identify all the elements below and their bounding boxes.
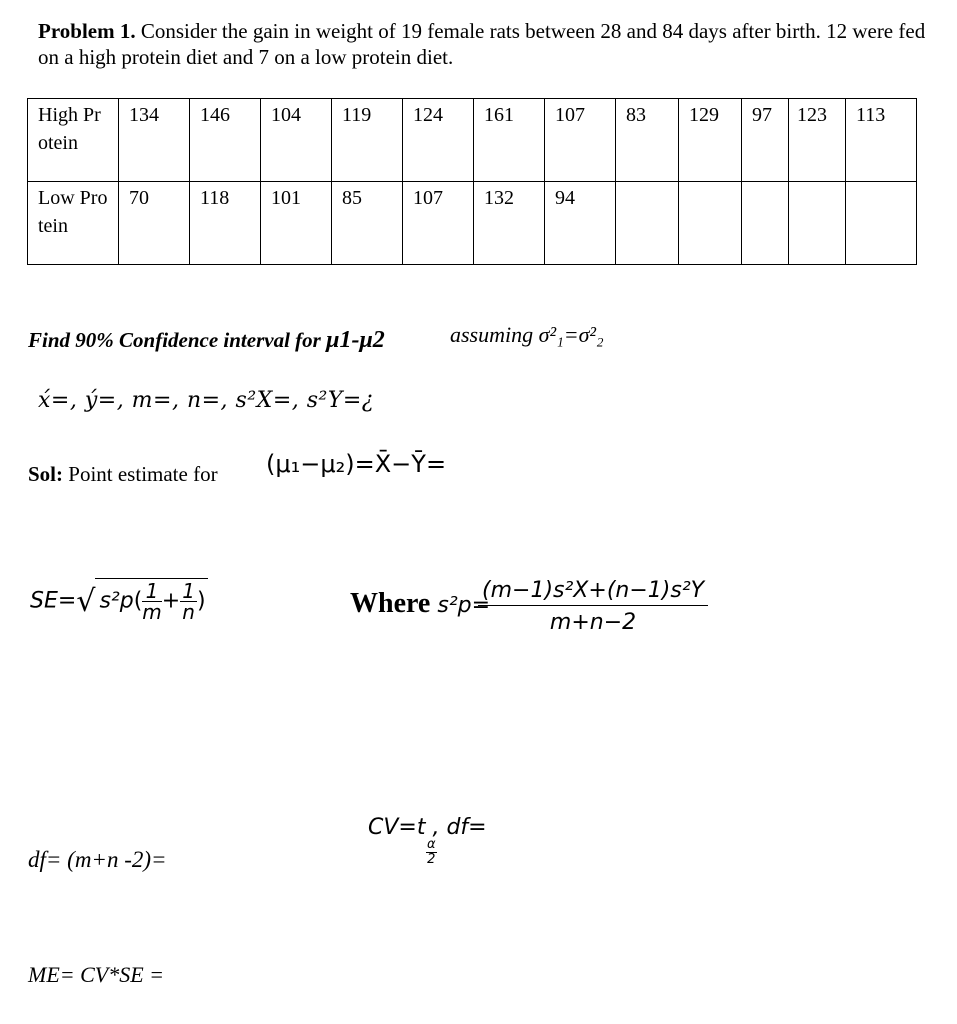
- pooled-variance-denominator: m+n−2: [549, 610, 637, 635]
- variables-line: x́=, ý=, m=, n=, s²X=, s²Y=¿: [38, 388, 375, 413]
- table-cell: 107: [403, 182, 474, 265]
- table-cell: 85: [332, 182, 403, 265]
- close-paren: ): [196, 588, 206, 614]
- table-cell: [616, 182, 679, 265]
- table-cell: 119: [332, 99, 403, 182]
- table-cell: 97: [742, 99, 789, 182]
- solution-point-estimate: [28, 462, 218, 487]
- plus-sign: +: [161, 588, 181, 614]
- sqrt-content: [95, 578, 207, 622]
- table-cell: [742, 182, 789, 265]
- table-cell: 161: [474, 99, 545, 182]
- table-cell: 83: [616, 99, 679, 182]
- table-cell: 124: [403, 99, 474, 182]
- minus-symbol: -: [351, 327, 360, 353]
- table-cell: [789, 182, 846, 265]
- frac-den: n: [182, 600, 195, 624]
- degrees-of-freedom: df= (m+n -2)=: [28, 847, 167, 872]
- standard-error-formula: [30, 578, 208, 622]
- critical-value-formula: CV=t , df=: [368, 815, 487, 840]
- fraction-1-over-n: [180, 581, 197, 622]
- mu1-symbol: μ1: [326, 327, 352, 353]
- frac-num: 1: [182, 579, 195, 603]
- table-cell: 132: [474, 182, 545, 265]
- point-estimate-formula: (μ₁−μ₂)=X̄−Ȳ=: [266, 450, 447, 478]
- where-text: Where: [350, 588, 431, 619]
- table-cell: 123: [789, 99, 846, 182]
- table-cell: 70: [119, 182, 190, 265]
- frac-num: 1: [142, 581, 161, 602]
- table-cell: [846, 182, 917, 265]
- table-cell: 94: [545, 182, 616, 265]
- where-label: [350, 588, 490, 620]
- table-cell: [679, 182, 742, 265]
- equal-variance-assumption: assuming σ²₁=σ²₂: [450, 322, 604, 347]
- problem-statement: [38, 18, 943, 70]
- table-row-high-protein: [28, 99, 917, 182]
- se-lhs: SE=: [30, 588, 77, 614]
- pooled-variance-lhs: s²p=: [437, 593, 491, 618]
- margin-of-error: ME= CV*SE =: [28, 962, 165, 987]
- rat-weight-table: [27, 98, 917, 265]
- pooled-variance-fraction: [478, 578, 708, 635]
- table-cell: 129: [679, 99, 742, 182]
- pooled-variance-numerator: (m−1)s²X+(n−1)s²Y: [478, 578, 708, 606]
- table-cell: 113: [846, 99, 917, 182]
- sp-squared: s²p: [99, 588, 134, 614]
- two-denominator: 2: [427, 852, 436, 867]
- alpha-symbol: α: [427, 837, 436, 852]
- fraction-1-over-m: [142, 581, 161, 622]
- find-text: Find 90% Confidence interval for: [28, 328, 327, 352]
- open-paren: (: [133, 588, 143, 614]
- table-cell: 118: [190, 182, 261, 265]
- table-cell: 107: [545, 99, 616, 182]
- problem-label: Problem 1.: [38, 19, 136, 43]
- table-cell: 134: [119, 99, 190, 182]
- sol-text: Point estimate for: [63, 462, 218, 486]
- problem-text: Consider the gain in weight of 19 female rats between 28 and 84 days after birth. 12 were fed on a high protein diet and 7 on a low protein diet.: [38, 19, 926, 69]
- table-cell: 101: [261, 182, 332, 265]
- alpha-over-two: [426, 838, 437, 867]
- mu2-symbol: μ2: [359, 327, 385, 353]
- find-ci-heading: [28, 327, 385, 354]
- row-label-high-protein: High Protein: [28, 99, 119, 182]
- table-cell: 146: [190, 99, 261, 182]
- frac-den: m: [142, 600, 162, 624]
- table-row-low-protein: [28, 182, 917, 265]
- table-cell: 104: [261, 99, 332, 182]
- sqrt-symbol: √: [76, 584, 96, 619]
- sol-label: Sol:: [28, 462, 64, 486]
- row-label-low-protein: Low Protein: [28, 182, 119, 265]
